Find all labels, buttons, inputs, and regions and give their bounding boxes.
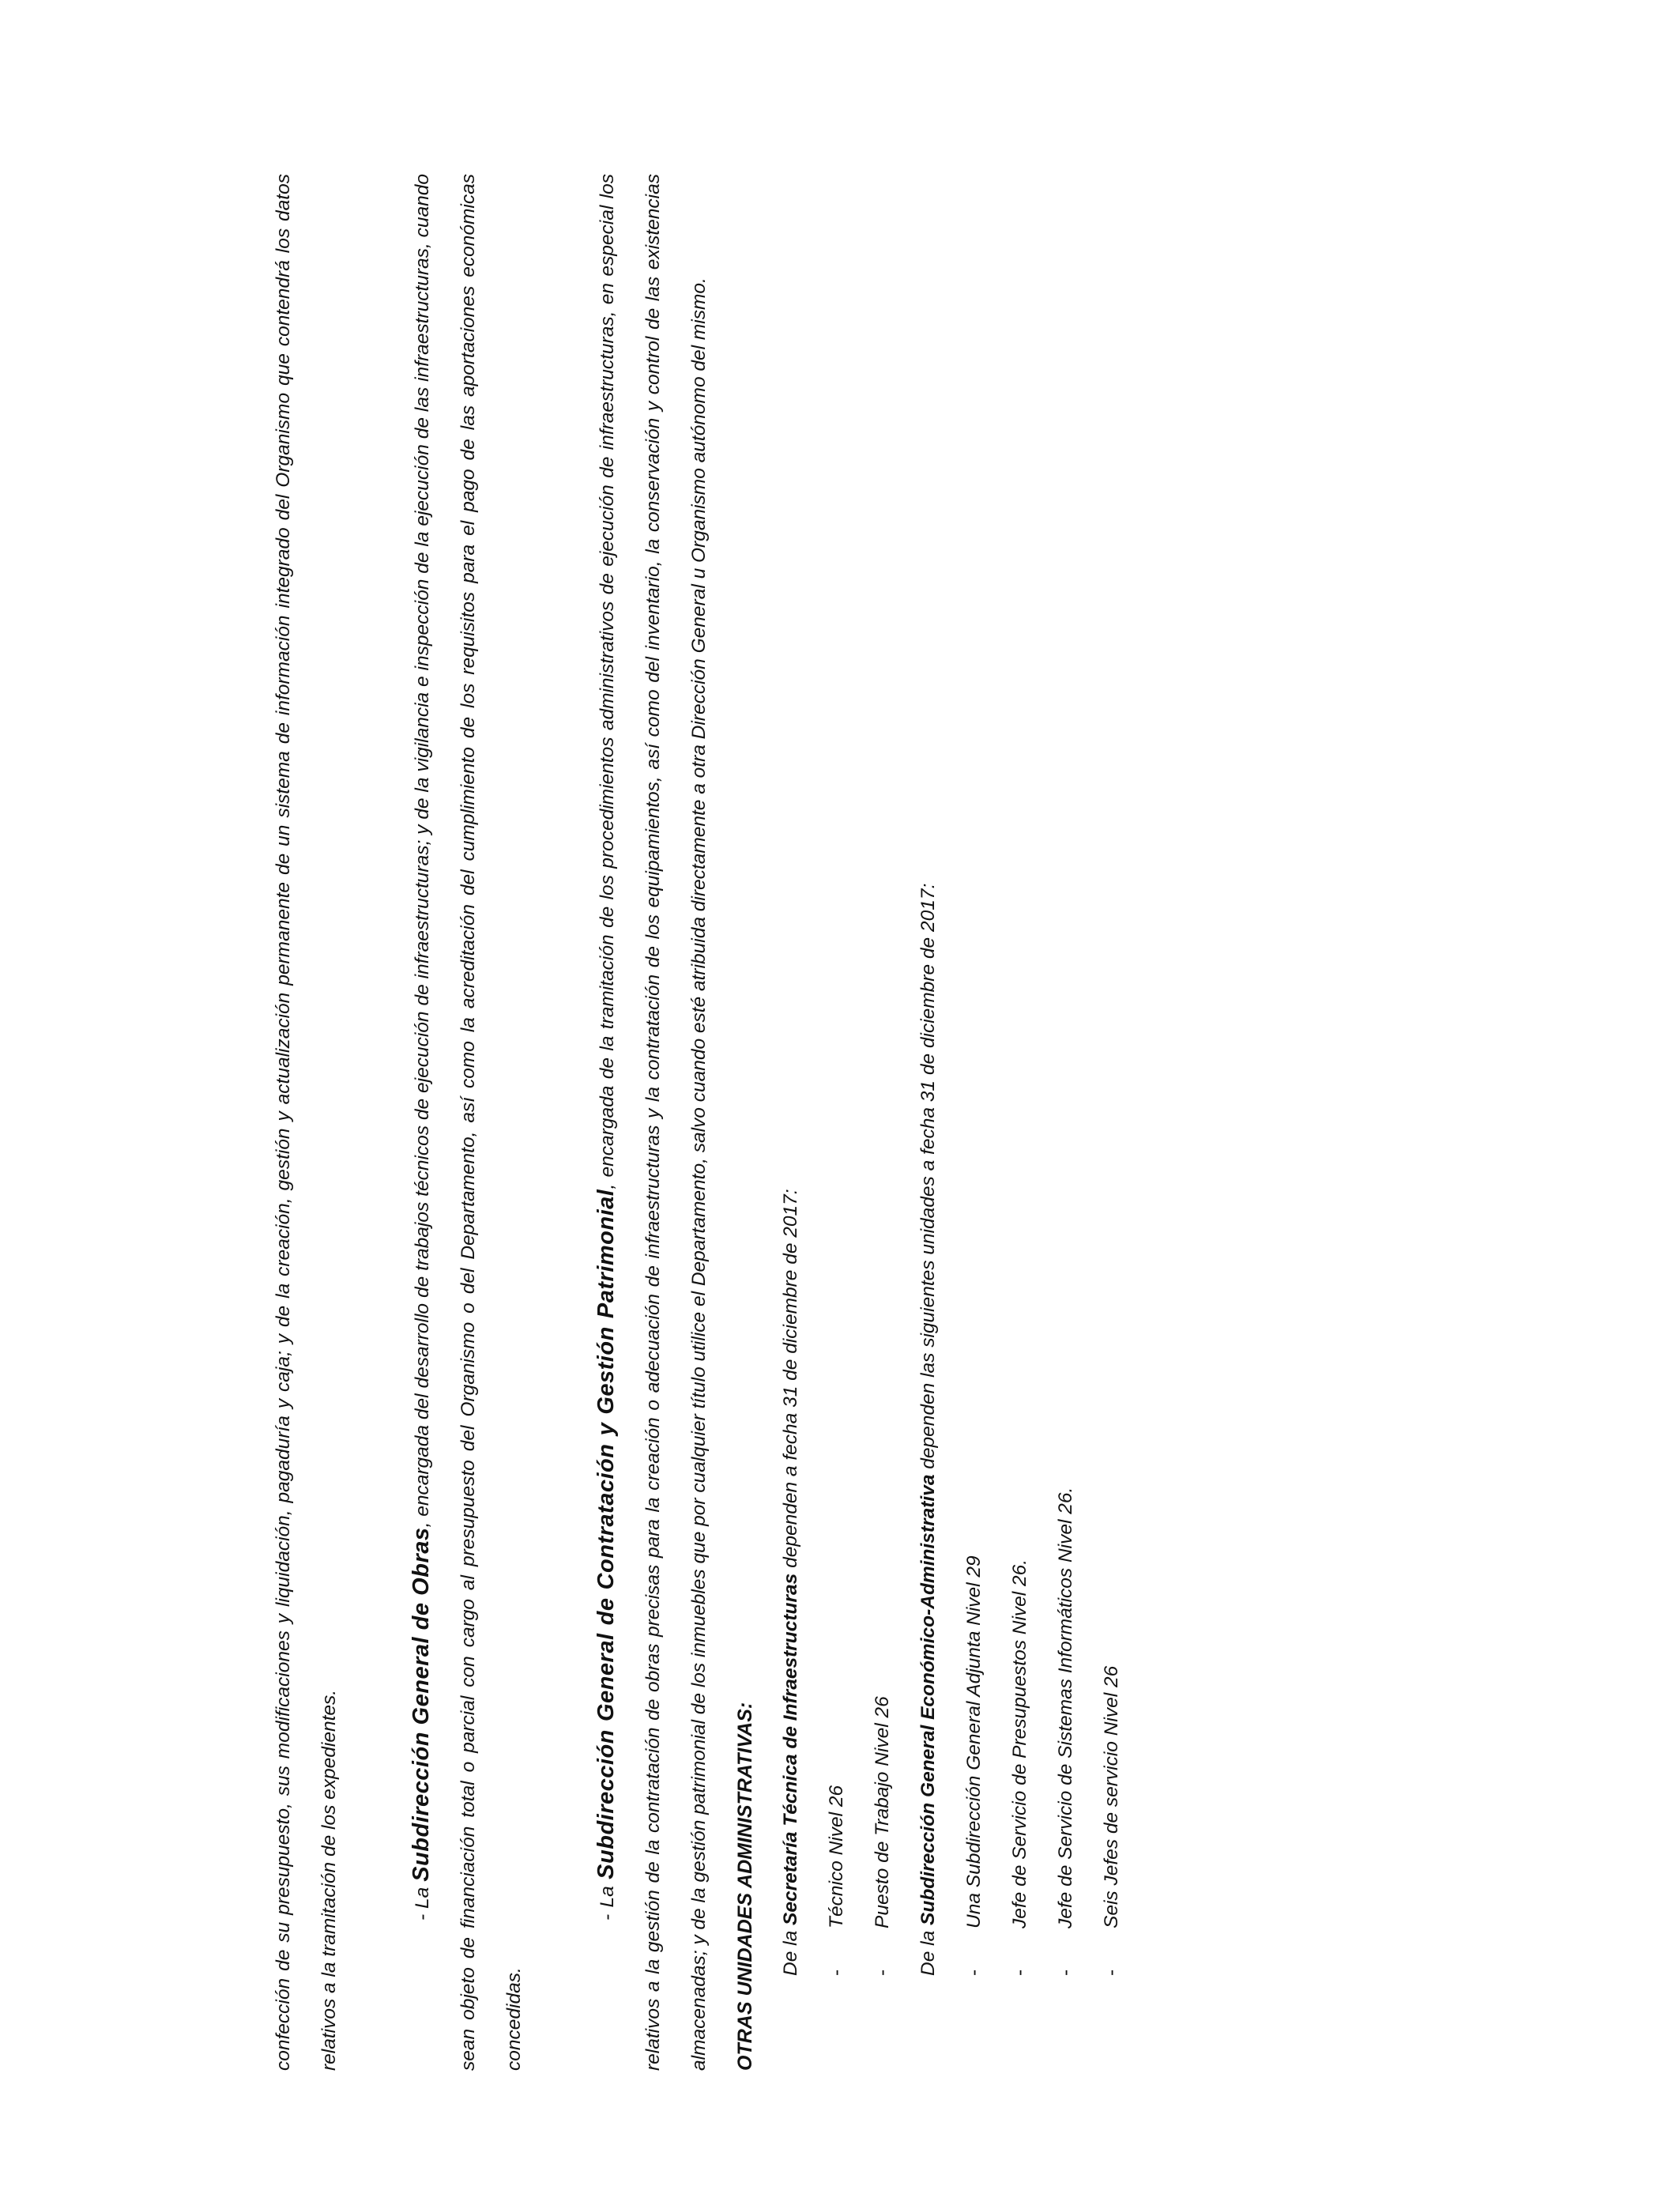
list-secretaria [814,174,906,2071]
list-marker: - [826,1969,847,1976]
list-item [951,174,997,2071]
list-item [1089,174,1135,2071]
list-item-text: Seis Jefes de servicio Nivel 26 [1101,1665,1122,1928]
list-item-text: Jefe de Servicio de Sistemas Informáticos Nivel 26. [1055,1487,1076,1928]
intro-suffix: dependen las siguientes unidades a fecha 31 de diciembre de 2017: [917,883,939,1475]
section-heading: OTRAS UNIDADES ADMINISTRATIVAS: [734,1702,756,2071]
unit-name-bold: Secretaría Técnica de Infraestructuras [780,1573,801,1925]
list-marker: - [963,1969,985,1976]
list-item [814,174,860,2071]
list-marker: - [1009,1969,1030,1976]
list-economico [951,174,1135,2071]
paragraph-text: confección de su presupuesto, sus modificaciones y liquidación, pagaduría y caja; y de la creación, gestión y actualización permanente de un sistema de información integrado del Organismo que contendrá los datos relativos a la tramitación de los expedientes. [273,174,340,2071]
list-item-text: Una Subdirección General Adjunta Nivel 29 [963,1555,985,1928]
paragraph-text: , encargada del desarrollo de trabajos técnicos de ejecución de infraestructuras; y de la vigilancia e inspección de la ejecución de las infraestructuras, cuando sean objeto de financiación total o parcial con cargo al presupuesto del Organismo o del Departamento, así como la acreditación del cumplimiento de los requisitos para el pago de las aportaciones económicas concedidas. [412,173,525,2071]
intro-prefix: De la [917,1924,939,1976]
list-marker: - [872,1969,893,1976]
paragraph-subdireccion-contratacion [583,174,722,2071]
list-item-text: Jefe de Servicio de Presupuestos Nivel 26. [1009,1559,1030,1928]
list-item-text: Técnico Nivel 26 [826,1785,847,1928]
unit-name-bold: Subdirección General de Obras [409,1527,434,1882]
intro-suffix: dependen a fecha 31 de diciembre de 2017: [780,1189,801,1574]
list-item [860,174,906,2071]
paragraph-text: , encargada de la tramitación de los procedimientos administrativos de ejecución de infraestructuras, en especial los relativos a la gestión de la contratación de obras precisas para la creación o adecuación de infraestructuras y la contratación de los equipamientos, así como del inventario, la conservación y control de las existencias almacenadas; y de la gestión patrimonial de los inmuebles que por cualquier título utilice el Departamento, salvo cuando esté atribuida directamente a otra Dirección General u Organismo autónomo del mismo. [597,174,710,2071]
rotated-document-page [261,174,1604,2071]
paragraph-prefix: - La [597,1879,618,1921]
unit-name-bold: Subdirección General Económico-Administrativa [917,1474,939,1925]
list-item [1043,174,1089,2071]
list-item [997,174,1043,2071]
intro-prefix: De la [780,1924,801,1976]
unit-name-bold: Subdirección General de Contratación y Gestión Patrimonial [593,1189,619,1879]
paragraph-presupuesto [261,174,352,2071]
list-item-text: Puesto de Trabajo Nivel 26 [872,1696,893,1928]
paragraph-subdireccion-obras [398,174,537,2071]
section-intro-economico [906,174,951,2071]
list-marker: - [1055,1969,1076,1976]
list-marker: - [1101,1969,1122,1976]
section-intro-secretaria [768,174,814,2071]
paragraph-prefix: - La [412,1881,433,1921]
